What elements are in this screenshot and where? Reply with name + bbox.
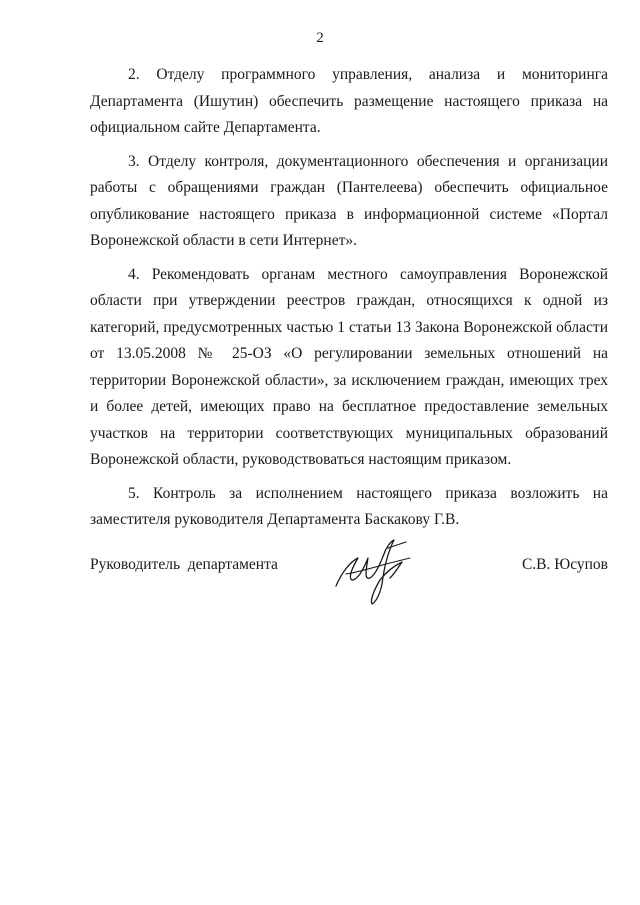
paragraph-2: 2. Отделу программного управления, анализа и мониторинга Департамента (Ишутин) обеспечить размещение настоящего приказа на официальном сайте Департамента. (90, 66, 608, 136)
signature-block (90, 548, 608, 618)
paragraph-3: 3. Отделу контроля, документационного обеспечения и организации работы с обращениями граждан (Пантелеева) обеспечить официальное опубликование настоящего приказа в информационной системе «Портал Воронежской области в сети Интернет». (90, 152, 608, 249)
signatory-title: Руководитель департамента (90, 556, 278, 573)
paragraph-5: 5. Контроль за исполнением настоящего приказа возложить на заместителя руководителя Департамента Баскакову Г.В. (90, 484, 608, 528)
handwritten-signature (328, 528, 418, 608)
page-number: 2 (316, 30, 324, 46)
paragraph-4: 4. Рекомендовать органам местного самоуправления Воронежской области при утверждении реестров граждан, относящихся к одной из категорий, предусмотренных частью 1 статьи 13 Закона Воронежской области от 13.05.2008 № 25-ОЗ «О регулировании земельных отношений на территории Воронежской области», за исключением граждан, имеющих трех и более детей, имеющих право на бесплатное предоставление земельных участков на территории соответствующих муниципальных образований Воронежской области, руководствоваться настоящим приказом. (90, 265, 608, 468)
signatory-name: С.В. Юсупов (521, 556, 608, 573)
document-body (90, 62, 608, 541)
